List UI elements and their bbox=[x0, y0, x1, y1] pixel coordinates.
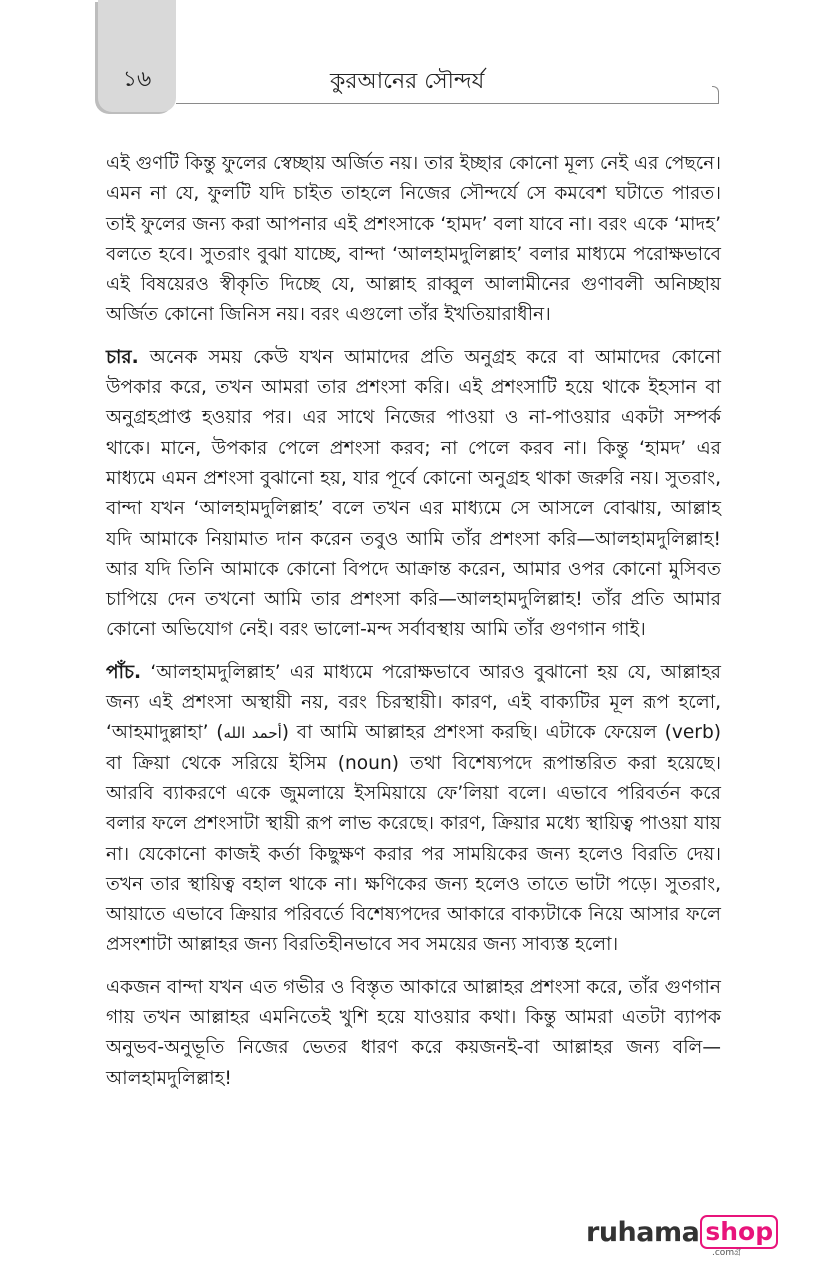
paragraph-text: একজন বান্দা যখন এত গভীর ও বিস্তৃত আকারে আল্লাহর প্রশংসা করে, তাঁর গুণগান গায় তখন আল্লাহর এমনিতেই খুশি হয়ে যাওয়ার কথা। কিন্তু আমরা এতটা ব্যাপক অনুভব-অনুভূতি নিজের ভেতর ধারণ করে কয়জনই-বা আল্লাহর জন্য বলি—আলহামদুলিল্লাহ! bbox=[106, 976, 721, 1089]
logo-text-shop: shop bbox=[700, 1215, 778, 1249]
arabic-phrase: أحمد الله bbox=[223, 724, 282, 743]
paragraph-3 bbox=[106, 658, 721, 961]
paragraph-lead: পাঁচ. bbox=[106, 661, 142, 683]
body-text bbox=[106, 149, 721, 1106]
running-title: কুরআনের সৌন্দর্য bbox=[330, 69, 485, 94]
paragraph-text-after: ) বা আমি আল্লাহর প্রশংসা করছি। এটাকে ফেয়েল (verb) বা ক্রিয়া থেকে সরিয়ে ইসিম (noun) তথা বিশেষ্যপদে রূপান্তরিত করা হয়েছে। আরবি ব্যাকরণে একে জুমলায়ে ইসমিয়ায়ে ফে’লিয়া বলে। এভাবে পরিবর্তন করে বলার ফলে প্রশংসাটা স্থায়ী রূপ লাভ করেছে। কারণ, ক্রিয়ার মধ্যে স্থায়িত্ব পাওয়া যায় না। যেকোনো কাজই কর্তা কিছুক্ষণ করার পর সাময়িকের জন্য হলেও বিরতি দেয়। তখন তার স্থায়িত্ব বহাল থাকে না। ক্ষণিকের জন্য হলেও তাতে ভাটা পড়ে। সুতরাং, আয়াতে এভাবে ক্রিয়ার পরিবর্তে বিশেষ্যপদের আকারে বাক্যটাকে নিয়ে আসার ফলে প্রসংশাটা আল্লাহর জন্য বিরতিহীনভাবে সব সময়ের জন্য সাব্যস্ত হলো। bbox=[106, 722, 722, 956]
logo-text-ruhama: ruhama bbox=[586, 1216, 700, 1248]
paragraph-4 bbox=[106, 973, 721, 1094]
header-rule bbox=[176, 103, 718, 104]
paragraph-1 bbox=[106, 149, 721, 331]
paragraph-text-before: ‘আলহামদুলিল্লাহ’ এর মাধ্যমে পরোক্ষভাবে আরও বুঝানো হয় যে, আল্লাহর জন্য এই প্রশংসা অস্থায়ী নয়, বরং চিরস্থায়ী। কারণ, এই বাক্যটির মূল রূপ হলো, ‘আহমাদুল্লাহা’ ( bbox=[106, 661, 721, 744]
logo-suffix: .comগ্র bbox=[712, 1248, 741, 1258]
paragraph-lead: চার. bbox=[106, 346, 139, 368]
page-number: ১৬ bbox=[122, 67, 152, 92]
paragraph-text: অনেক সময় কেউ যখন আমাদের প্রতি অনুগ্রহ করে বা আমাদের কোনো উপকার করে, তখন আমরা তার প্রশংসা করি। এই প্রশংসাটি হয়ে থাকে ইহসান বা অনুগ্রহপ্রাপ্ত হওয়ার পর। এর সাথে নিজের পাওয়া ও না-পাওয়ার একটা সম্পর্ক থাকে। মানে, উপকার পেলে প্রশংসা করব; না পেলে করব না। কিন্তু ‘হামদ’ এর মাধ্যমে এমন প্রশংসা বুঝানো হয়, যার পূর্বে কোনো অনুগ্রহ থাকা জরুরি নয়। সুতরাং, বান্দা যখন ‘আলহামদুলিল্লাহ’ বলে তখন এর মাধ্যমে সে আসলে বোঝায়, আল্লাহ যদি আমাকে নিয়ামাত দান করেন তবুও আমি তাঁর প্রশংসা করি—আলহামদুলিল্লাহ! আর যদি তিনি আমাকে কোনো বিপদে আক্রান্ত করেন, আমার ওপর কোনো মুসিবত চাপিয়ে দেন তখনো আমি তার প্রশংসা করি—আলহামদুলিল্লাহ! তাঁর প্রতি আমার কোনো অভিযোগ নেই। বরং ভালো-মন্দ সর্বাবস্থায় আমি তাঁর গুণগান গাই। bbox=[106, 346, 722, 641]
paragraph-text: এই গুণটি কিন্তু ফুলের স্বেচ্ছায় অর্জিত নয়। তার ইচ্ছার কোনো মূল্য নেই এর পেছনে। এমন না যে, ফুলটি যদি চাইত তাহলে নিজের সৌন্দর্যে সে কমবেশ ঘটাতে পারত। তাই ফুলের জন্য করা আপনার এই প্রশংসাকে ‘হামদ’ বলা যাবে না। বরং একে ‘মাদহ’ বলতে হবে। সুতরাং বুঝা যাচ্ছে, বান্দা ‘আলহামদুলিল্লাহ’ বলার মাধ্যমে পরোক্ষভাবে এই বিষয়েরও স্বীকৃতি দিচ্ছে যে, আল্লাহ রাব্বুল আলামীনের গুণাবলী অনিচ্ছায় অর্জিত কোনো জিনিস নয়। বরং এগুলো তাঁর ইখতিয়ারাধীন। bbox=[106, 153, 721, 326]
header-rule-end bbox=[712, 86, 719, 104]
paragraph-2 bbox=[106, 343, 721, 646]
ruhamashop-logo bbox=[586, 1212, 778, 1252]
